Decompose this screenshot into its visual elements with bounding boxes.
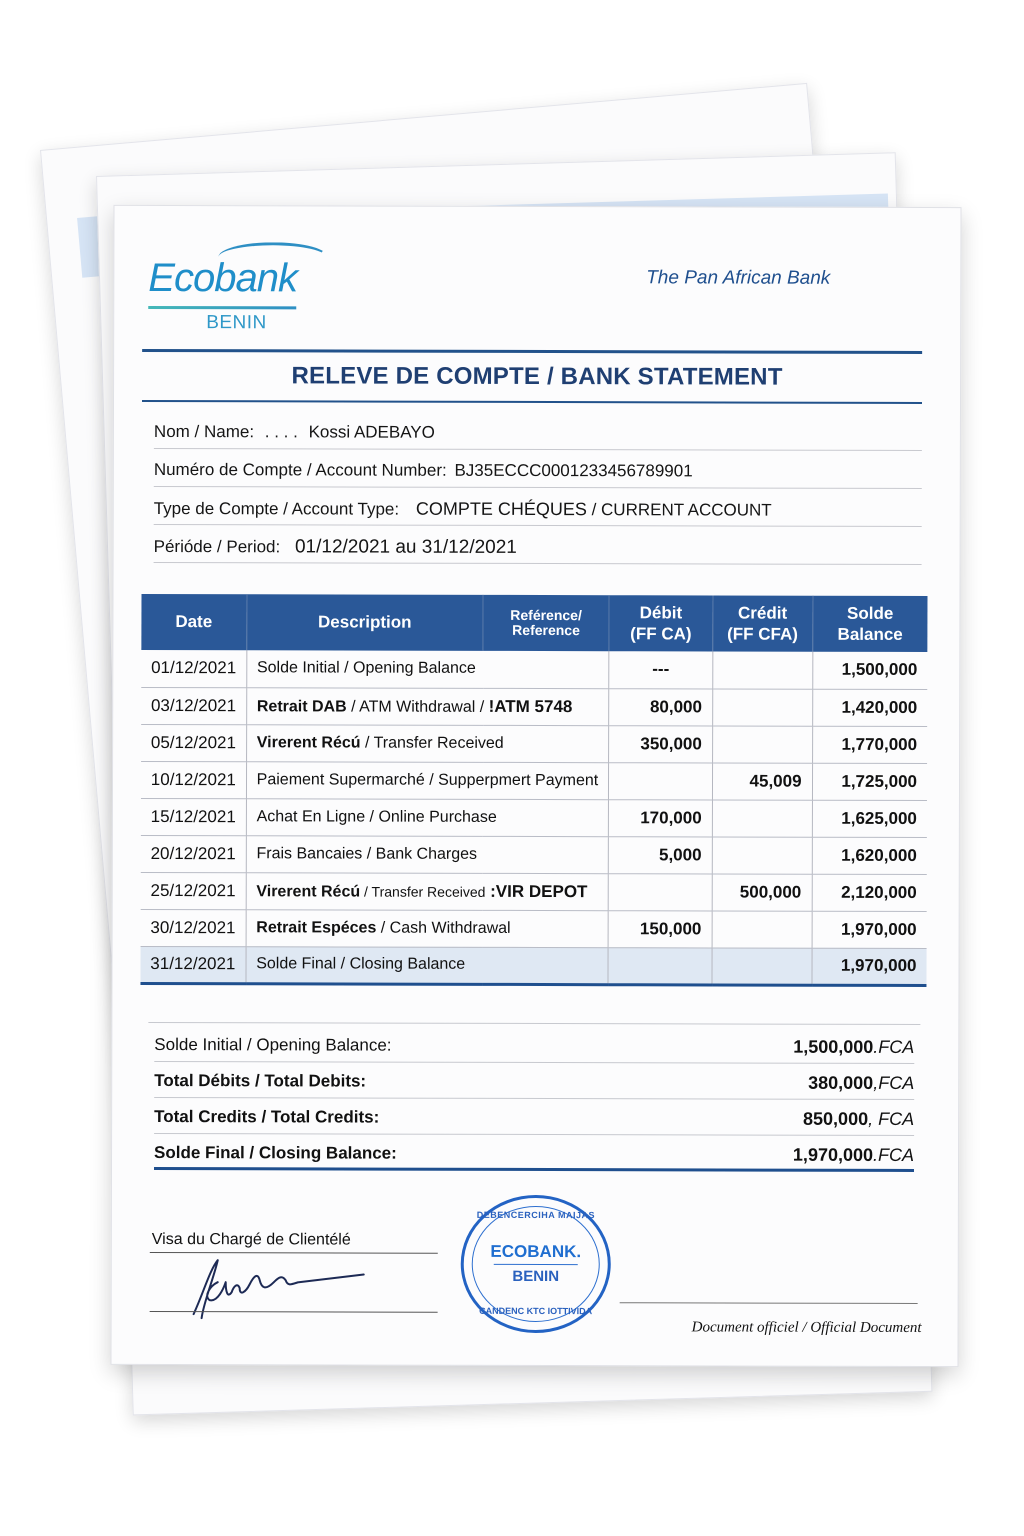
account-name-value: Kossi ADEBAYO [308, 422, 435, 442]
cell-reference: :VIR DEPOT [485, 881, 588, 901]
stamp-bottom-text: CANDENC KTC IOTTIVIDA [479, 1305, 593, 1317]
cell-credit [712, 910, 812, 947]
summary-closing-label: Solde Final / Closing Balance: [154, 1143, 397, 1163]
cell-balance: 1,770,000 [812, 726, 927, 763]
cell-description [246, 909, 609, 947]
table-header-row [141, 594, 927, 652]
stamp-top-text: DEBENCERCIHA MAIJAS [476, 1209, 595, 1221]
cell-date: 20/12/2021 [141, 835, 246, 872]
cell-description [246, 687, 609, 725]
period-label: Périóde / Period: [153, 536, 281, 557]
desc-fr: Achat En Ligne [256, 807, 366, 826]
transactions-table [140, 594, 927, 987]
desc-en: / Bank Charges [362, 845, 478, 863]
header-credit [713, 595, 813, 651]
account-type-label: Type de Compte / Account Type: [153, 498, 400, 519]
amount: 1,970,000 [792, 1144, 874, 1165]
header-debit-unit: (FF CA) [630, 624, 692, 644]
table-row [141, 650, 927, 689]
cell-balance: 2,120,000 [812, 874, 927, 911]
cell-debit [608, 947, 712, 984]
table-row [141, 909, 927, 948]
cell-credit [712, 725, 812, 762]
desc-en: / ATM Withdrawal / [346, 698, 489, 716]
logo-country: BENIN [206, 312, 267, 334]
account-type-row [154, 488, 922, 527]
cell-date: 10/12/2021 [141, 761, 246, 798]
cell-credit [712, 836, 812, 873]
cell-balance: 1,725,000 [812, 763, 927, 800]
official-document-note: Document officiel / Official Document [691, 1319, 922, 1337]
cell-credit: 500,000 [712, 873, 812, 910]
desc-en: / Closing Balance [336, 955, 466, 973]
account-name-dots: . . . . [264, 422, 298, 442]
summary-debits-amount [808, 1073, 914, 1099]
amount: 1,500,000 [793, 1036, 874, 1057]
stamp-bank-name: ECOBANK. [490, 1241, 582, 1262]
table-row [141, 798, 927, 837]
cell-date: 31/12/2021 [140, 946, 245, 983]
cell-date: 01/12/2021 [141, 650, 246, 687]
desc-fr: Virerent Récú [256, 882, 361, 901]
account-number-label: Numéro de Compte / Account Number: [153, 459, 447, 480]
visa-label: Visa du Chargé de Clientélé [151, 1230, 351, 1249]
ecobank-logo [148, 242, 308, 332]
cell-date: 03/12/2021 [141, 687, 246, 724]
currency: , FCA [868, 1108, 915, 1129]
table-row [141, 872, 927, 911]
header-reference [483, 595, 609, 651]
summary-credits-label: Total Credits / Total Credits: [154, 1107, 380, 1127]
official-signature-line [620, 1302, 918, 1304]
desc-en: / Online Purchase [365, 808, 497, 826]
header-balance-en: Balance [837, 624, 903, 644]
amount: 380,000 [808, 1072, 874, 1093]
period-row [154, 526, 922, 565]
account-number-value: BJ35ECCC0001233456789901 [454, 460, 693, 481]
desc-en: / Transfer Received [360, 734, 504, 752]
desc-fr: Solde Initial [256, 659, 340, 677]
cell-date: 30/12/2021 [141, 909, 246, 946]
summary-top-divider [148, 1022, 920, 1025]
logo-underline [148, 306, 296, 309]
stamp-country: BENIN [512, 1267, 560, 1286]
currency: .FCA [872, 1144, 915, 1165]
cell-date: 25/12/2021 [141, 872, 246, 909]
table-row [141, 687, 927, 726]
summary-debits-label: Total Débits / Total Debits: [154, 1071, 367, 1091]
cell-date: 15/12/2021 [141, 798, 246, 835]
account-name-row [154, 412, 922, 451]
table-row [141, 835, 927, 874]
cell-description [246, 761, 609, 799]
amount: 850,000 [803, 1108, 869, 1129]
cell-credit [712, 947, 812, 984]
desc-fr: Virerent Récú [256, 733, 361, 752]
header-balance-fr: Solde [847, 603, 894, 623]
cell-description [246, 798, 609, 836]
desc-fr: Solde Final [256, 955, 337, 973]
table-row [141, 724, 927, 763]
bank-statement-page [110, 205, 961, 1367]
page-title: RELEVE DE COMPTE / BANK STATEMENT [291, 362, 783, 391]
cell-reference: !ATM 5748 [488, 696, 573, 716]
header-debit [609, 595, 713, 651]
cell-balance: 1,625,000 [812, 800, 927, 837]
cell-description [246, 650, 609, 688]
summary-opening-row [154, 1026, 914, 1064]
desc-fr: Retrait Espéces [256, 918, 377, 937]
summary-closing-amount [793, 1145, 914, 1169]
desc-en: / Opening Balance [339, 659, 476, 678]
summary-credits-amount [803, 1109, 914, 1135]
cell-debit: --- [609, 651, 713, 688]
summary-closing-row [154, 1134, 914, 1172]
header-description: Description [247, 594, 484, 651]
header-date: Date [141, 594, 246, 650]
cell-debit: 80,000 [609, 688, 713, 725]
cell-balance: 1,420,000 [812, 689, 927, 726]
cell-description [246, 724, 609, 762]
cell-balance: 1,970,000 [812, 911, 927, 948]
cell-credit: 45,009 [712, 762, 812, 799]
cell-description [246, 946, 609, 984]
header-debit-fr: Débit [639, 603, 683, 623]
logo-wordmark: Ecobank [148, 255, 298, 301]
cell-debit: 150,000 [608, 910, 712, 947]
account-type-main: COMPTE CHÉQUES [415, 498, 587, 520]
desc-fr: Retrait DAB [256, 697, 347, 716]
account-number-row [154, 450, 922, 489]
account-name-label: Nom / Name: [153, 421, 255, 442]
header-reference-en: Reference [512, 621, 580, 639]
header-credit-unit: (FF CFA) [727, 624, 798, 644]
desc-en: / Supperpmert Payment [424, 771, 599, 789]
account-type-rest: / CURRENT ACCOUNT [586, 500, 772, 520]
summary-opening-label: Solde Initial / Opening Balance: [154, 1035, 392, 1055]
header-reference-fr: Reférence/ [510, 606, 582, 623]
cell-debit: 350,000 [609, 725, 713, 762]
header-balance [812, 596, 927, 652]
cell-description [246, 835, 609, 873]
stamp-divider [494, 1264, 578, 1265]
cell-credit [712, 688, 812, 725]
cell-date: 05/12/2021 [141, 724, 246, 761]
cell-debit [608, 873, 712, 910]
currency: .FCA [873, 1036, 915, 1057]
table-row-closing-balance [140, 946, 926, 985]
cell-debit [609, 762, 713, 799]
desc-fr: Frais Bancaies [256, 844, 363, 863]
desc-en: / Transfer Received [360, 883, 486, 900]
desc-en: / Cash Withdrawal [376, 919, 511, 937]
header-credit-fr: Crédit [738, 603, 788, 623]
cell-balance: 1,970,000 [812, 948, 927, 985]
bank-tagline: The Pan African Bank [646, 267, 831, 289]
header-divider [142, 349, 922, 354]
period-value: 01/12/2021 au 31/12/2021 [294, 536, 517, 558]
summary-credits-row [154, 1098, 914, 1136]
desc-fr: Paiement Supermarché [256, 770, 425, 789]
summary-debits-row [154, 1062, 914, 1100]
title-divider [142, 400, 922, 404]
bank-stamp [461, 1195, 611, 1333]
cell-description [246, 872, 609, 910]
currency: ,FCA [873, 1072, 915, 1093]
cell-debit: 170,000 [609, 799, 713, 836]
cell-debit: 5,000 [608, 836, 712, 873]
cell-balance: 1,620,000 [812, 837, 927, 874]
table-row [141, 761, 927, 800]
cell-balance: 1,500,000 [812, 652, 927, 689]
cell-credit [712, 799, 812, 836]
summary-opening-amount [793, 1037, 914, 1063]
cell-credit [713, 651, 813, 688]
